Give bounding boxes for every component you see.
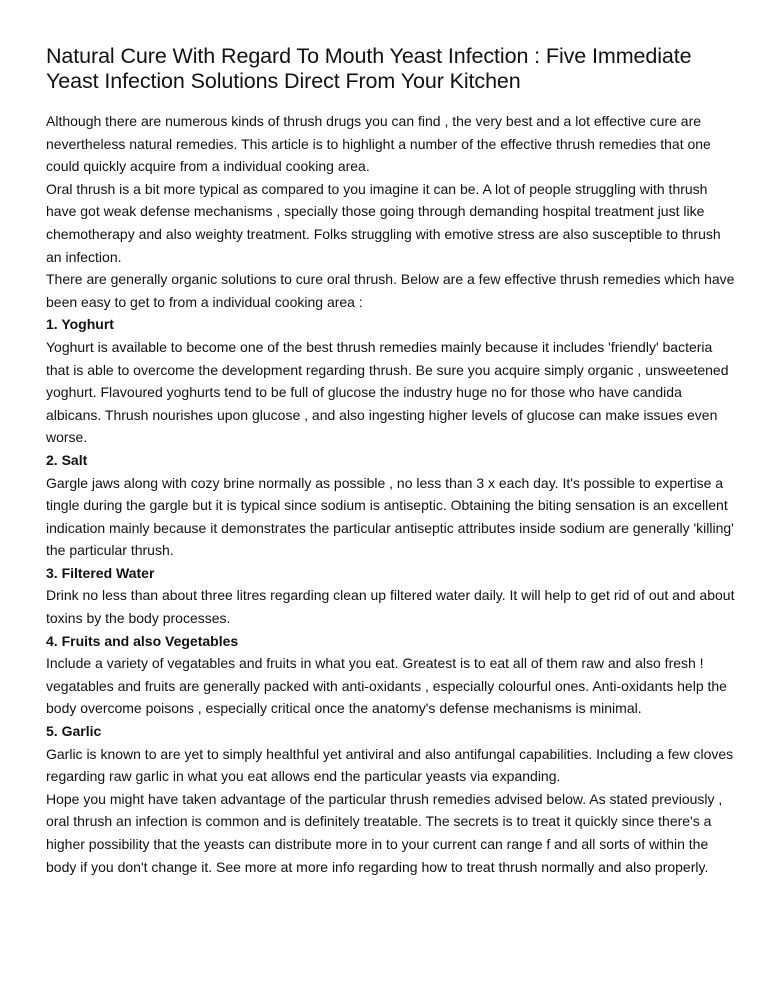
section-heading-salt: 2. Salt	[46, 451, 88, 468]
section-text-salt: Gargle jaws along with cozy brine normally as possible , no less than 3 x each day. It's possible to expertise a tingle during the gargle but it is typical since sodium is antiseptic. Obtaining the biting sensation is an excellent indication mainly because it demonstrates the particular antiseptic attributes inside sodium are generally 'killing' the particular thrush.	[46, 474, 734, 559]
section-text-garlic: Garlic is known to are yet to simply healthful yet antiviral and also antifungal capabilities. Including a few cloves regarding raw garlic in what you eat allows end the particular yeasts via expanding.	[46, 745, 734, 785]
section-heading-filtered-water: 3. Filtered Water	[46, 564, 155, 581]
section-heading-garlic: 5. Garlic	[46, 723, 102, 740]
section-heading-fruits-vegetables: 4. Fruits and also Vegetables	[46, 632, 239, 649]
intro-paragraph: Although there are numerous kinds of thrush drugs you can find , the very best and a lot effective cure are nevertheless natural remedies. This article is to highlight a number of the effective thrush remedies that one could quickly acquire from a individual cooking area.	[46, 113, 711, 175]
section-text-fruits-vegetables: Include a variety of vegatables and fruits in what you eat. Greatest is to eat all of them raw and also fresh ! vegatables and fruits are generally packed with anti-oxidants , especially colourful ones. Anti-oxidants help the body overcome poisons , especially critical once the anatomy's defense mechanisms is minimal.	[46, 655, 727, 717]
section-heading-yoghurt: 1. Yoghurt	[46, 316, 114, 333]
page-title: Natural Cure With Regard To Mouth Yeast Infection : Five Immediate Yeast Infection Solutions Direct From Your Kitchen	[46, 44, 692, 93]
closing-paragraph: Hope you might have taken advantage of the particular thrush remedies advised below. As stated previously , oral thrush an infection is common and is definitely treatable. The secrets is to treat it quickly since there's a higher possibility that the yeasts can distribute more in to your current can range f and all sorts of within the body if you don't change it. See more at more info regarding how to treat thrush normally and also properly.	[46, 790, 723, 875]
intro-paragraph: There are generally organic solutions to cure oral thrush. Below are a few effective thrush remedies which have been easy to get to from a individual cooking area :	[46, 271, 735, 310]
section-text-yoghurt: Yoghurt is available to become one of the best thrush remedies mainly because it includes 'friendly' bacteria that is able to overcome the development regarding thrush. Be sure you acquire simply organic , unsweetened yoghurt. Flavoured yoghurts tend to be full of glucose the industry huge no for those who have candida albicans. Thrush nourishes upon glucose , and also ingesting higher levels of glucose can make issues even worse.	[46, 338, 729, 446]
section-text-filtered-water: Drink no less than about three litres regarding clean up filtered water daily. It will help to get rid of out and about toxins by the body processes.	[46, 587, 735, 627]
document-body	[46, 110, 736, 878]
intro-paragraph: Oral thrush is a bit more typical as compared to you imagine it can be. A lot of people struggling with thrush have got weak defense mechanisms , specially those going through demanding hospital treatment just like chemotherapy and also weighty treatment. Folks struggling with emotive stress are also susceptible to thrush an infection.	[46, 180, 721, 265]
document-page	[46, 44, 736, 878]
